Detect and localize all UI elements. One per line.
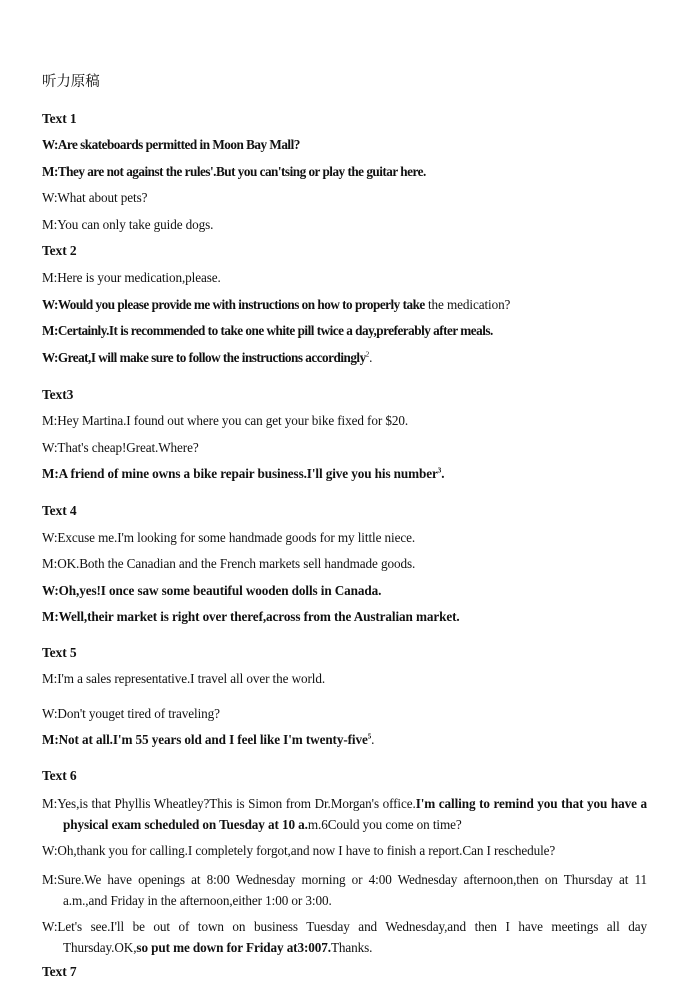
section-title-text2: Text 2	[42, 243, 77, 258]
dialogue-line	[42, 294, 647, 315]
footnote-mark: 5	[367, 732, 372, 741]
bold-segment: W:Would you please provide me with instructions on how to properly take	[42, 297, 425, 312]
dialogue-line: M:They are not against the rules'.But you can'tsing or play the guitar here.	[42, 164, 426, 179]
dialogue-line	[42, 793, 647, 835]
dialogue-line: W:That's cheap!Great.Where?	[42, 440, 199, 455]
plain-segment: the medication?	[424, 297, 511, 312]
dialogue-line: M:Sure.We have openings at 8:00 Wednesday morning or 4:00 Wednesday afternoon,then on Thursday at 11 a.m.,and Friday in the afternoon,either 1:00 or 3:00.	[42, 872, 647, 908]
bold-segment: M:Not at all.I'm 55 years old and I feel like I'm twenty-five	[42, 732, 368, 747]
dialogue-line: M:Here is your medication,please.	[42, 270, 221, 285]
bold-segment: I'm calling to remind you that you have a physical exam scheduled on Tuesday at 10 a.	[63, 796, 647, 832]
plain-segment: M:Yes,is that Phyllis Wheatley?This is Simon from Dr.Morgan's office.	[42, 796, 416, 811]
plain-segment: W:Let's see.I'll be out of town on business Tuesday and Wednesday,and then I have meetings all day Thursday.OK,	[42, 919, 647, 955]
bold-segment: W:Great,I will make sure to follow the instructions accordingly	[42, 350, 366, 365]
plain-segment: .	[369, 350, 373, 365]
dialogue-line: W:Don't youget tired of traveling?	[42, 706, 220, 721]
section-title-text6: Text 6	[42, 768, 77, 783]
section-title-text5: Text 5	[42, 645, 77, 660]
dialogue-line: M:Hey Martina.I found out where you can get your bike fixed for $20.	[42, 413, 409, 428]
dialogue-line: M:You can only take guide dogs.	[42, 217, 214, 232]
dialogue-line	[42, 916, 647, 958]
footnote-mark: 2	[365, 350, 370, 359]
section-title-text1: Text 1	[42, 111, 77, 126]
plain-segment: .	[441, 466, 445, 481]
section-title-text3: Text3	[42, 387, 74, 402]
dialogue-line: W:Excuse me.I'm looking for some handmade goods for my little niece.	[42, 530, 416, 545]
bold-segment: so put me down for Friday at3:007.	[136, 940, 331, 955]
footnote-mark: 3	[437, 466, 442, 475]
dialogue-line: M:Well,their market is right over theref,across from the Australian market.	[42, 609, 460, 624]
section-title-text7: Text 7	[42, 964, 77, 979]
dialogue-line: W:What about pets?	[42, 190, 148, 205]
section-title-text4: Text 4	[42, 503, 77, 518]
page-heading: 听力原稿	[42, 74, 100, 90]
dialogue-line	[42, 463, 647, 484]
dialogue-line: W:Oh,yes!I once saw some beautiful wooden dolls in Canada.	[42, 583, 382, 598]
dialogue-line	[42, 729, 647, 750]
dialogue-line: M:OK.Both the Canadian and the French markets sell handmade goods.	[42, 556, 416, 571]
dialogue-line	[42, 347, 647, 368]
dialogue-line: M:I'm a sales representative.I travel all over the world.	[42, 671, 326, 686]
dialogue-line: W:Are skateboards permitted in Moon Bay Mall?	[42, 137, 300, 152]
bold-segment: M:A friend of mine owns a bike repair business.I'll give you his number	[42, 466, 438, 481]
dialogue-line: M:Certainly.It is recommended to take one white pill twice a day,preferably after meals.	[42, 323, 493, 338]
plain-segment: .	[371, 732, 375, 747]
plain-segment: Thanks.	[330, 940, 373, 955]
dialogue-line: W:Oh,thank you for calling.I completely forgot,and now I have to finish a report.Can I reschedule?	[42, 843, 556, 858]
plain-segment: m.6Could you come on time?	[307, 817, 462, 832]
